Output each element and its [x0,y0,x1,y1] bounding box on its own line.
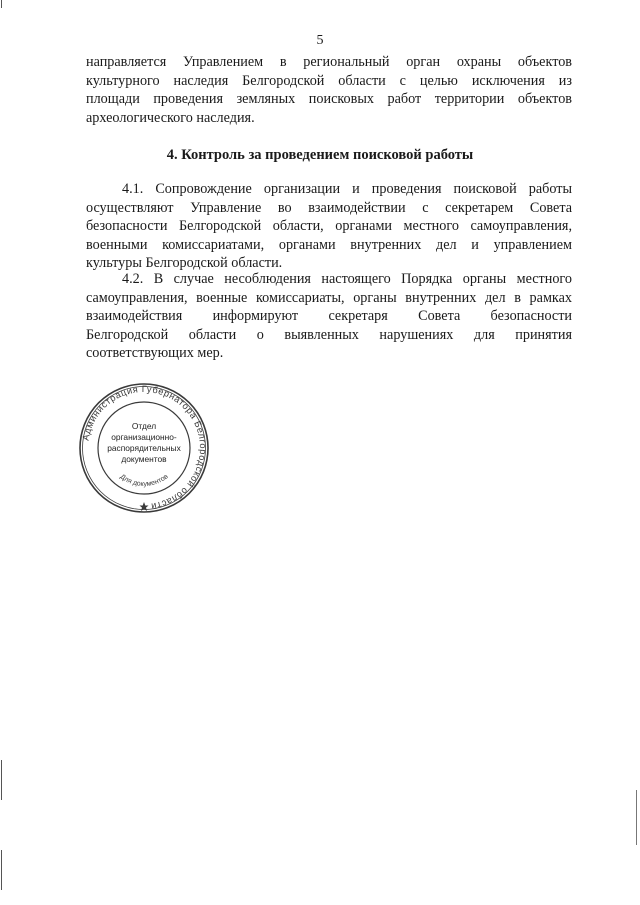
text-line: Белгородской области о выявленных нарушениях для принятия [86,326,572,343]
scan-edge-mark [1,760,2,800]
text-line: 4.1. Сопровождение организации и проведения поисковой работы [122,181,572,197]
text-line: культуры Белгородской области. [86,255,283,271]
scan-edge-mark [1,850,2,890]
scan-edge-mark [1,0,2,8]
text-line: самоуправления, военные комиссариаты, органы внутренних дел в рамках [86,289,572,306]
text-line: направляется Управлением в региональный орган охраны объектов [86,54,572,70]
stamp-center-line: документов [121,454,167,464]
stamp-inner-text: Для документов [118,473,170,489]
section-heading: 4. Контроль за проведением поисковой работы [166,147,474,163]
scan-edge-mark [636,790,637,845]
text-line: соответствующих мер. [86,345,224,361]
stamp-center-line: распорядительных [107,443,181,453]
office-stamp [76,380,212,516]
stamp-center-line: организационно- [111,432,177,442]
text-line: безопасности Белгородской области, органами местного самоуправления, [86,218,572,234]
page-number: 5 [316,33,324,48]
text-line: площади проведения земляных поисковых работ территории объектов [86,91,572,107]
paragraph-4-2 [86,270,572,363]
text-line: взаимодействия информируют секретаря Совета безопасности [86,308,572,324]
intro-paragraph [86,53,572,127]
text-line: 4.2. В случае несоблюдения настоящего Порядка органы местного [122,271,572,287]
text-line: культурного наследия Белгородской области с целью исключения из [86,72,572,89]
paragraph-4-1 [86,180,572,273]
text-line: военными комиссариатами, органами внутренних дел и управлением [86,236,572,253]
text-line: археологического наследия. [86,109,255,126]
stamp-center [107,421,181,464]
stamp-outer-text: Администрация Губернатора Белгородской области [80,383,209,512]
stamp-center-line: Отдел [131,421,157,431]
text-line: осуществляют Управление во взаимодействии с секретарем Совета [86,199,572,216]
